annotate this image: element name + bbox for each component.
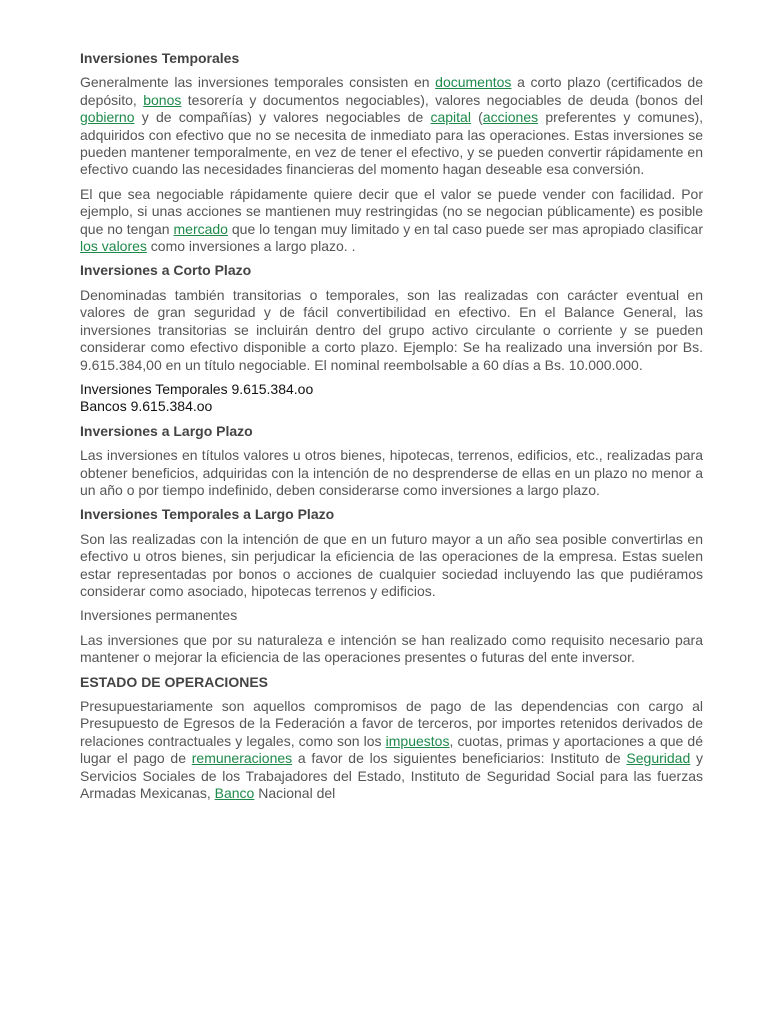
paragraph-inversiones-temporales-largo-plazo: Son las realizadas con la intención de que en un futuro mayor a un año sea posible convertirlas en efectivo u otros bienes, sin perjudicar la eficiencia de las operaciones de la empresa. Estas suelen estar representadas por bonos o acciones de cualquier sociedad incluyendo las que pudiéramos considerar como asociado, hipotecas terrenos y edificios. (80, 530, 703, 599)
text-run: Nacional del (254, 785, 336, 802)
link-los-valores[interactable]: los valores (80, 238, 147, 255)
text-run: como inversiones a largo plazo. . (146, 238, 356, 255)
section-heading-inversiones-temporales-largo-plazo: Inversiones Temporales a Largo Plazo (80, 506, 335, 523)
text-run: Generalmente las inversiones temporales consisten en (80, 74, 436, 91)
link-remuneraciones[interactable]: remuneraciones (191, 750, 293, 767)
text-run: preferentes y comunes), adquiridos con efectivo que no se necesita de inmediato para las operaciones. Estas inversiones se pueden mantener temporalmente, en vez de tener el efectivo, y se pueden convertir rápidamente en efectivo cuando las necesidades financieras del momento hagan deseable esa conversión. (80, 109, 703, 178)
document-body (80, 50, 703, 809)
link-impuestos[interactable]: impuestos (385, 732, 450, 749)
paragraph-inversiones-temporales-2 (80, 186, 703, 256)
text-run: que lo tengan muy limitado y en tal caso puede ser mas apropiado clasificar (227, 220, 703, 237)
link-documentos[interactable]: documentos (435, 74, 512, 91)
text-run: Presupuestariamente son aquellos compromisos de pago de las dependencias con cargo al Presupuesto de Egresos de la Federación a favor de terceros, por importes retenidos derivados de relaciones contractuales y legales, como son los (80, 698, 703, 749)
text-run: y de compañías) y valores negociables de (134, 109, 431, 126)
entry-line-bancos: Bancos 9.615.384.oo (80, 398, 213, 415)
paragraph-inversiones-corto-plazo: Denominadas también transitorias o temporales, son las realizadas con carácter eventual en valores de gran seguridad y de fácil convertibilidad en efectivo. En el Balance General, las inversiones transitorias se incluirán dentro del grupo activo circulante o corriente y se pueden considerar como efectivo disponible a corto plazo. Ejemplo: Se ha realizado una inversión por Bs. 9.615.384,00 en un título negociable. El nominal reembolsable a 60 días a Bs. 10.000.000. (80, 286, 703, 373)
section-heading-inversiones-largo-plazo: Inversiones a Largo Plazo (80, 422, 253, 439)
paragraph-estado-de-operaciones (80, 698, 703, 802)
link-banco[interactable]: Banco (214, 785, 255, 802)
link-bonos[interactable]: bonos (143, 91, 182, 108)
text-run: ( (470, 109, 483, 126)
link-acciones[interactable]: acciones (482, 109, 539, 126)
text-run: tesorería y documentos negociables), valores negociables de deuda (bonos del (181, 91, 703, 108)
paragraph-inversiones-temporales-1 (80, 74, 703, 178)
paragraph-inversiones-permanentes: Las inversiones que por su naturaleza e intención se han realizado como requisito necesario para mantener o mejorar la eficiencia de las operaciones presentes o futuras del ente inversor. (80, 631, 703, 666)
text-run: a favor de los siguientes beneficiarios: Instituto de (292, 750, 627, 767)
link-mercado[interactable]: mercado (173, 220, 228, 237)
section-heading-inversiones-temporales: Inversiones Temporales (80, 50, 240, 66)
paragraph-inversiones-largo-plazo: Las inversiones en títulos valores u otros bienes, hipotecas, terrenos, edificios, etc., realizadas para obtener beneficios, adquiridas con la intención de no desprenderse de ellas en un plazo no menor a un año o por tiempo indefinido, deben considerarse como inversiones a largo plazo. (80, 447, 703, 498)
section-heading-inversiones-corto-plazo: Inversiones a Corto Plazo (80, 262, 252, 279)
link-capital[interactable]: capital (430, 109, 471, 126)
entry-line-inversiones-temporales: Inversiones Temporales 9.615.384.oo (80, 380, 314, 397)
link-gobierno[interactable]: gobierno (80, 109, 135, 126)
subheading-inversiones-permanentes: Inversiones permanentes (80, 607, 238, 624)
section-heading-estado-de-operaciones: ESTADO DE OPERACIONES (80, 673, 268, 690)
text-run: a corto plazo (certificados de depósito, (80, 74, 703, 108)
link-seguridad[interactable]: Seguridad (626, 750, 691, 767)
text-run: y Servicios Sociales de los Trabajadores del Estado, Instituto de Seguridad Social para las fuerzas Armadas Mexicanas, (80, 750, 704, 802)
text-run: , cuotas, primas y aportaciones a que dé lugar el pago de (80, 732, 703, 767)
text-run: El que sea negociable rápidamente quiere decir que el valor se puede vender con facilidad. Por ejemplo, si unas acciones se mantienen muy restringidas (no se negocian públicamente) es posible que no tengan (80, 185, 703, 237)
